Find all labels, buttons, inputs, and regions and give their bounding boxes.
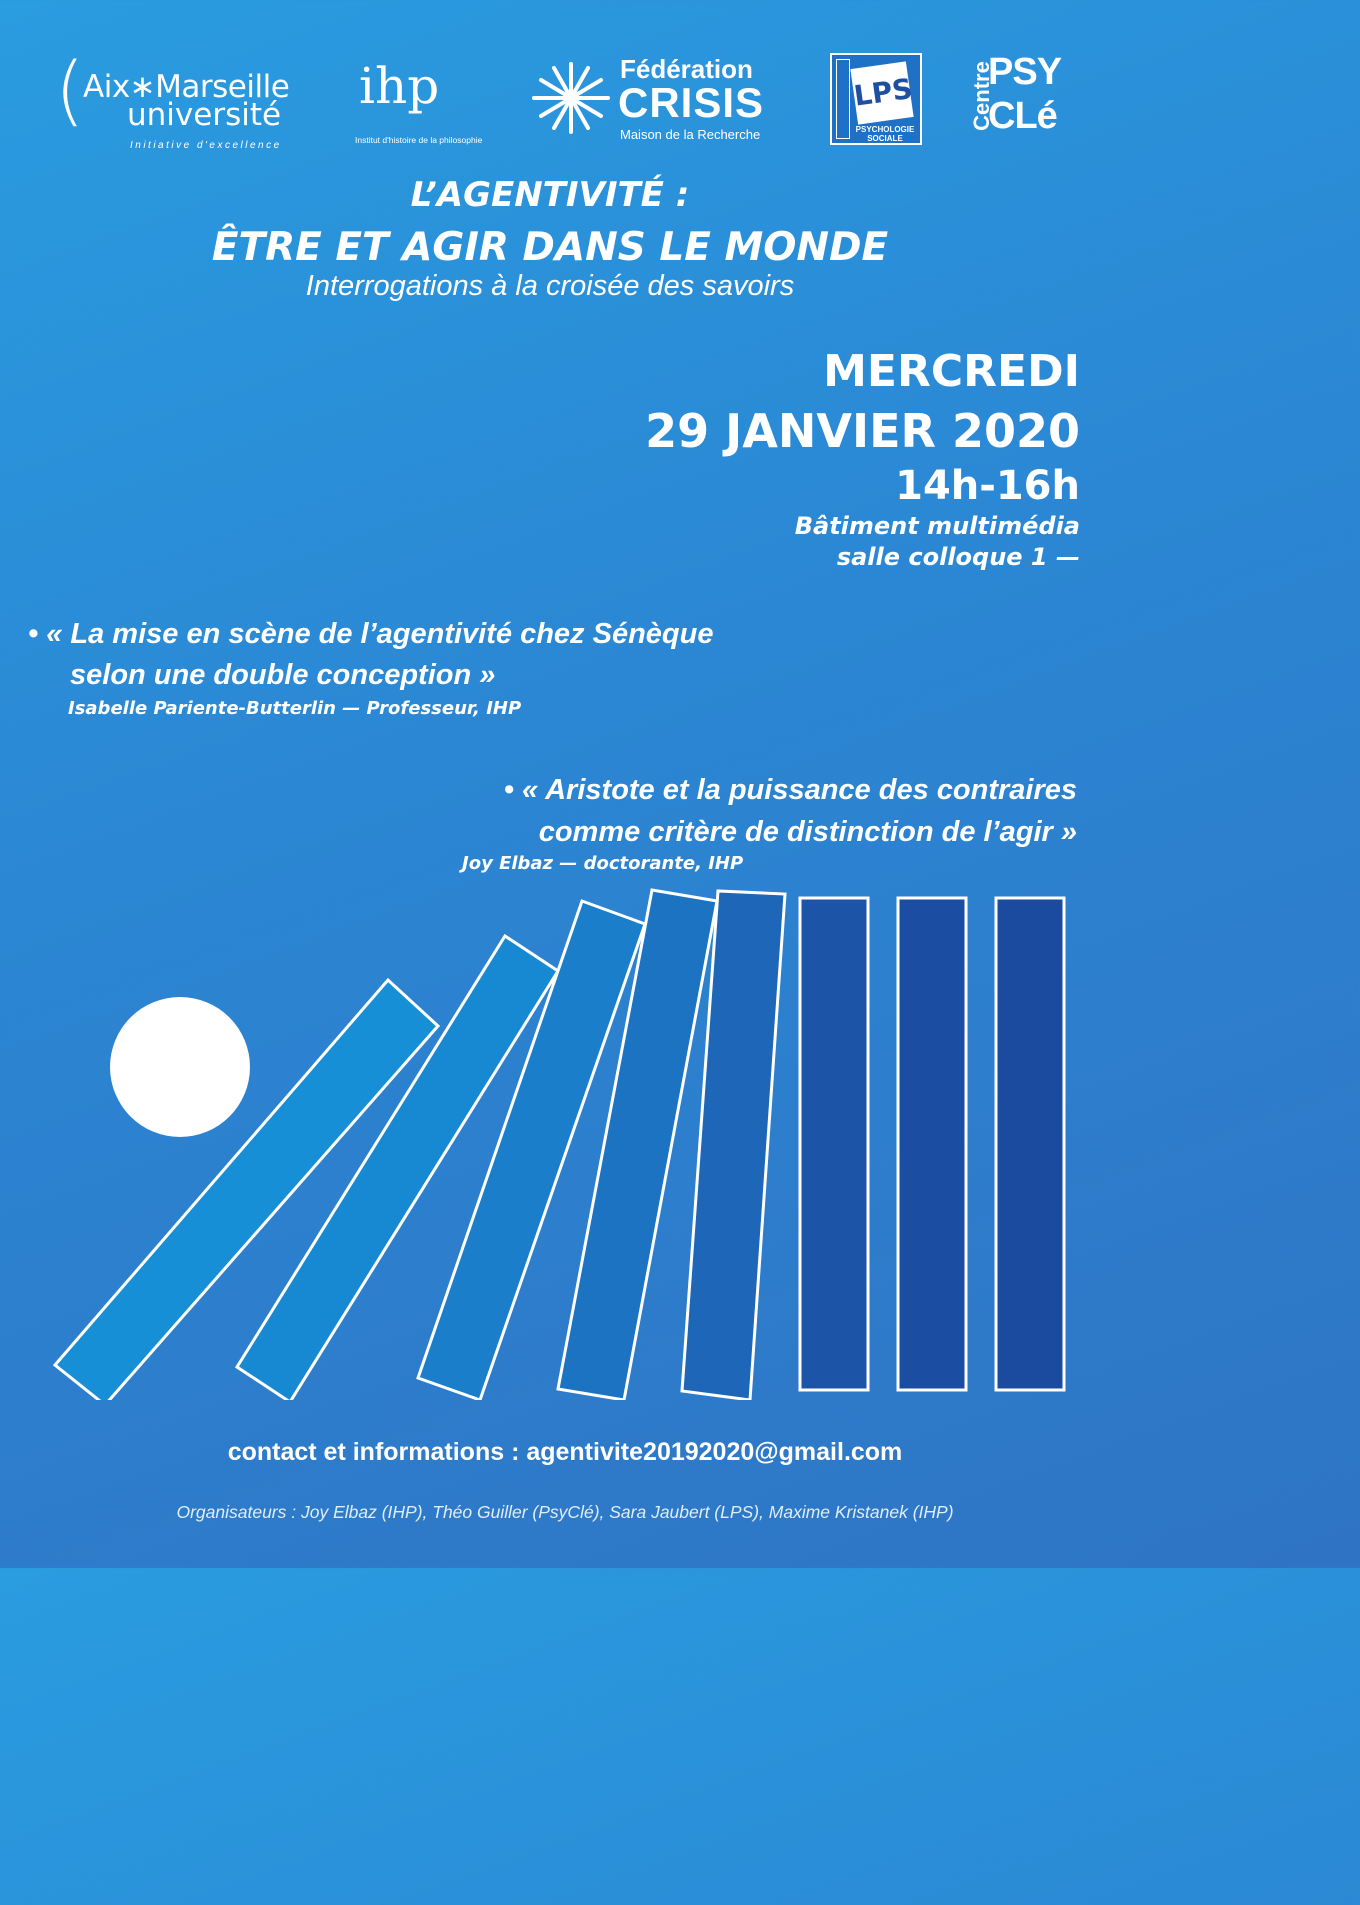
crisis-logo — [528, 56, 793, 150]
lps-bottom: PSYCHOLOGIE SOCIALE — [855, 125, 915, 143]
domino-7 — [898, 898, 966, 1390]
crisis-line3: Maison de la Recherche — [620, 127, 761, 142]
domino-6 — [800, 898, 868, 1390]
organizers-line: Organisateurs : Joy Elbaz (IHP), Théo Guiller (PsyClé), Sara Jaubert (LPS), Maxime Kristanek (IHP) — [176, 1502, 954, 1522]
amu-tagline: Initiative d'excellence — [130, 140, 282, 151]
talk2-speaker: Joy Elbaz — doctorante, IHP — [462, 853, 744, 874]
talk1-title-line1: • « La mise en scène de l’agentivité chez Sénèque — [28, 618, 714, 650]
lps-logo — [830, 53, 922, 145]
ihp-fullname: Institut d'histoire de la philosophie — [355, 135, 483, 145]
title-line1: L’AGENTIVITÉ : — [410, 175, 690, 215]
subtitle: Interrogations à la croisée des savoirs — [305, 270, 795, 302]
event-place-line2: salle colloque 1 — — [836, 543, 1080, 571]
domino-8 — [996, 898, 1064, 1390]
event-time: 14h-16h — [895, 463, 1080, 509]
talk1-speaker: Isabelle Pariente-Butterlin — Professeur, IHP — [68, 698, 522, 719]
talk2-title-line1: • « Aristote et la puissance des contraires — [503, 774, 1077, 806]
psycle-line1: PSY — [988, 51, 1062, 93]
sunburst-icon — [528, 60, 614, 136]
ihp-letters: ihp — [359, 57, 440, 115]
crisis-line1: Fédération — [620, 54, 753, 84]
title-line2: ÊTRE ET AGIR DANS LE MONDE — [211, 225, 889, 270]
event-date: 29 JANVIER 2020 — [645, 404, 1080, 458]
lps-side-bar — [836, 59, 850, 139]
amu-logo — [55, 45, 320, 151]
domino-illustration — [0, 880, 1120, 1400]
amu-line1: Aix∗Marseille — [83, 69, 290, 105]
contact-line: contact et informations : agentivite20192020@gmail.com — [227, 1438, 903, 1466]
lps-box: LPS — [850, 61, 913, 124]
amu-paren: ( — [55, 45, 85, 134]
psycle-logo — [960, 53, 1070, 148]
talk2-title-line2: comme critère de distinction de l’agir » — [538, 816, 1077, 848]
logo-row — [0, 45, 1120, 151]
talk1-title-line2: selon une double conception » — [70, 659, 496, 691]
ihp-logo — [355, 55, 495, 150]
psycle-centre: Centre — [969, 61, 994, 131]
event-place-line1: Bâtiment multimédia — [794, 512, 1080, 540]
event-day: MERCREDI — [823, 346, 1080, 397]
psycle-line2: CLé — [988, 95, 1057, 137]
amu-line2: université — [127, 97, 282, 133]
ball — [110, 997, 250, 1137]
crisis-line2: CRISIS — [618, 79, 765, 126]
